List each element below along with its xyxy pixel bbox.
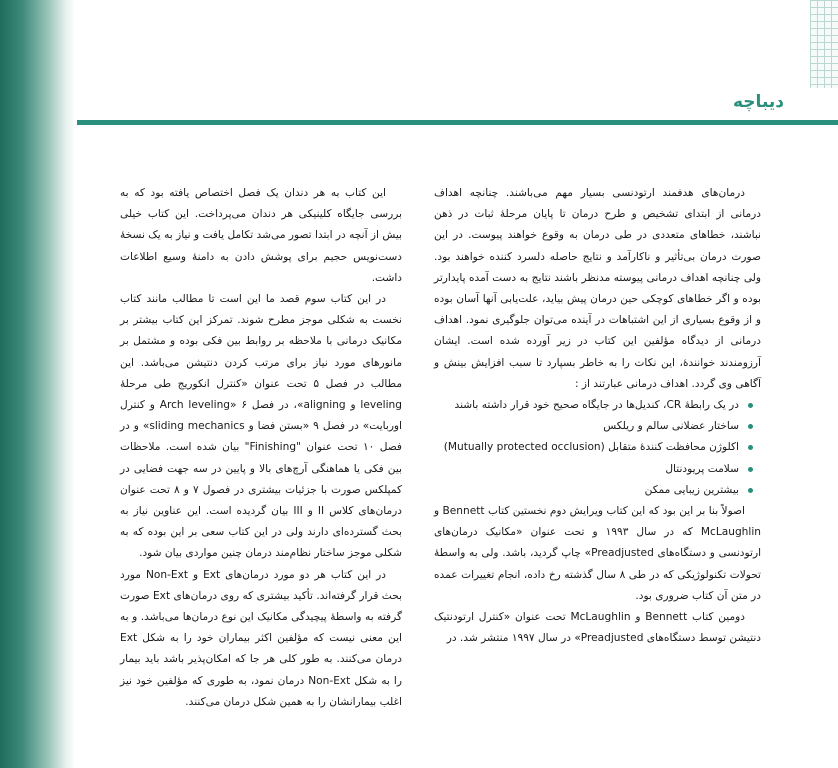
decorative-grid-pattern (810, 0, 838, 88)
goal-item: بیشترین زیبایی ممکن (434, 480, 739, 501)
page-title: دیباچه (733, 92, 784, 112)
body-paragraph: در این کتاب هر دو مورد درمان‌های Ext و Non-Ext مورد بحث قرار گرفته‌اند. تأکید بیشتری که روی درمان‌های Ext صورت گرفته به واسطهٔ پیچیدگی مکانیک این نوع درمان‌ها می‌باشد. و به این معنی نیست که مؤلفین اکثر بیماران خود را به شکل Ext درمان می‌کنند. به طور کلی هر جا که امکان‌پذیر باشد باید بیمار را به شکل Non-Ext درمان نمود، به طوری که مؤلفین خود نیز اغلب بیمارانشان را به همین شکل درمان می‌کنند. (120, 568, 402, 708)
goal-item: ساختار عضلانی سالم و ریلکس (434, 416, 739, 437)
decorative-spine-gradient (0, 0, 75, 768)
body-paragraph: در این کتاب سوم قصد ما این است تا مطالب مانند کتاب نخست به شکلی موجز مطرح شوند. تمرکز این کتاب بیشتر بر مکانیک درمانی با ملاحظه بر روابط بین فکی بوده و مشتمل بر مانورهای مورد نیاز برای مرتب کردن دنتیشن می‌باشد. این مطالب در فصل ۵ تحت عنوان «کنترل انکوریج طی مرحلهٔ leveling و aligning»، در فصل ۶ «Arch leveling و کنترل اوربایت» در فصل ۹ «بستن فضا و sliding mechanics» و در فصل ۱۰ تحت عنوان "Finishing" بیان شده است. ملاحظات بین فکی یا هماهنگی آرچ‌های بالا و پایین در سه جهت فضایی در کمپلکس صورت با جزئیات بیشتری در فصول ۷ و ۸ تحت عنوان درمان‌های کلاس II و III بیان گردیده است. این عناوین نیاز به بحث گسترده‌ای دارند ولی در این کتاب سعی بر این بوده که به شکلی موجز ساختار نظام‌مند درمان چنین مواردی بیان شود. (120, 293, 402, 560)
body-paragraph: اصولاً بنا بر این بود که این کتاب ویرایش دوم نخستین کتاب Bennett و McLaughlin که در سال ۱۹۹۳ و تحت عنوان «مکانیک درمان‌های ارتودنسی و دستگاه‌های Preadjusted» چاپ گردید، باشد. ولی به واسطهٔ تحولات تکنولوژیکی که در طی ۸ سال گذشته رخ داده، انجام تغییرات عمده در متن آن کتاب ضروری بود. (434, 505, 762, 602)
title-divider (77, 120, 838, 125)
goal-item: سلامت پریودنتال (434, 459, 739, 480)
goal-item: در یک رابطهٔ CR، کندیل‌ها در جایگاه صحیح خود قرار داشته باشند (434, 395, 739, 416)
intro-paragraph: درمان‌های هدفمند ارتودنسی بسیار مهم می‌باشند. چنانچه اهداف درمانی از ابتدای تشخیص و طرح درمان تا پایان مرحلهٔ ثبات در ذهن نباشند، خطاهای متعددی در طی درمان به وقوع خواهند پیوست. در این صورت درمان بی‌تأثیر و ناکارآمد و نتایج حاصله دلسرد کننده خواهند بود. ولی چنانچه اهداف درمانی پیوسته مدنظر باشند نتایج به دست آمده پایدارتر بوده و اگر خطاهای کوچکی حین درمان پیش بیاید، علت‌یابی آنها آسان بوده و از وقوع بسیاری از این اشتباهات در آینده می‌توان جلوگیری نمود. اهداف درمانی از دیدگاه مؤلفین این کتاب در زیر آورده شده است. ایشان آرزومندند خوانندهٔ، این نکات را به خاطر بسپارد تا سبب افزایش بینش و آگاهی وی گردد. اهداف درمانی عبارتند از : (434, 187, 761, 390)
treatment-goals-list (434, 395, 761, 501)
body-paragraph: این کتاب به هر دندان یک فصل اختصاص یافته بود که به بررسی جایگاه کلینیکی هر دندان می‌پرداخت. این کتاب خیلی بیش از آنچه در ابتدا تصور می‌شد تکامل یافت و نیاز به یک نسخهٔ دست‌نویس حجیم برای پوشش دادن به دامنهٔ وسیع اطلاعات داشت. (120, 187, 402, 284)
left-text-column (120, 183, 402, 713)
body-paragraph: دومین کتاب Bennett و McLaughlin تحت عنوان «کنترل ارتودنتیک دنتیشن توسط دستگاه‌های Preadjusted» در سال ۱۹۹۷ منتشر شد. در (434, 611, 761, 645)
right-text-column (434, 183, 761, 649)
goal-item: اکلوژن محافظت کنندهٔ متقابل (Mutually protected occlusion) (434, 437, 739, 458)
